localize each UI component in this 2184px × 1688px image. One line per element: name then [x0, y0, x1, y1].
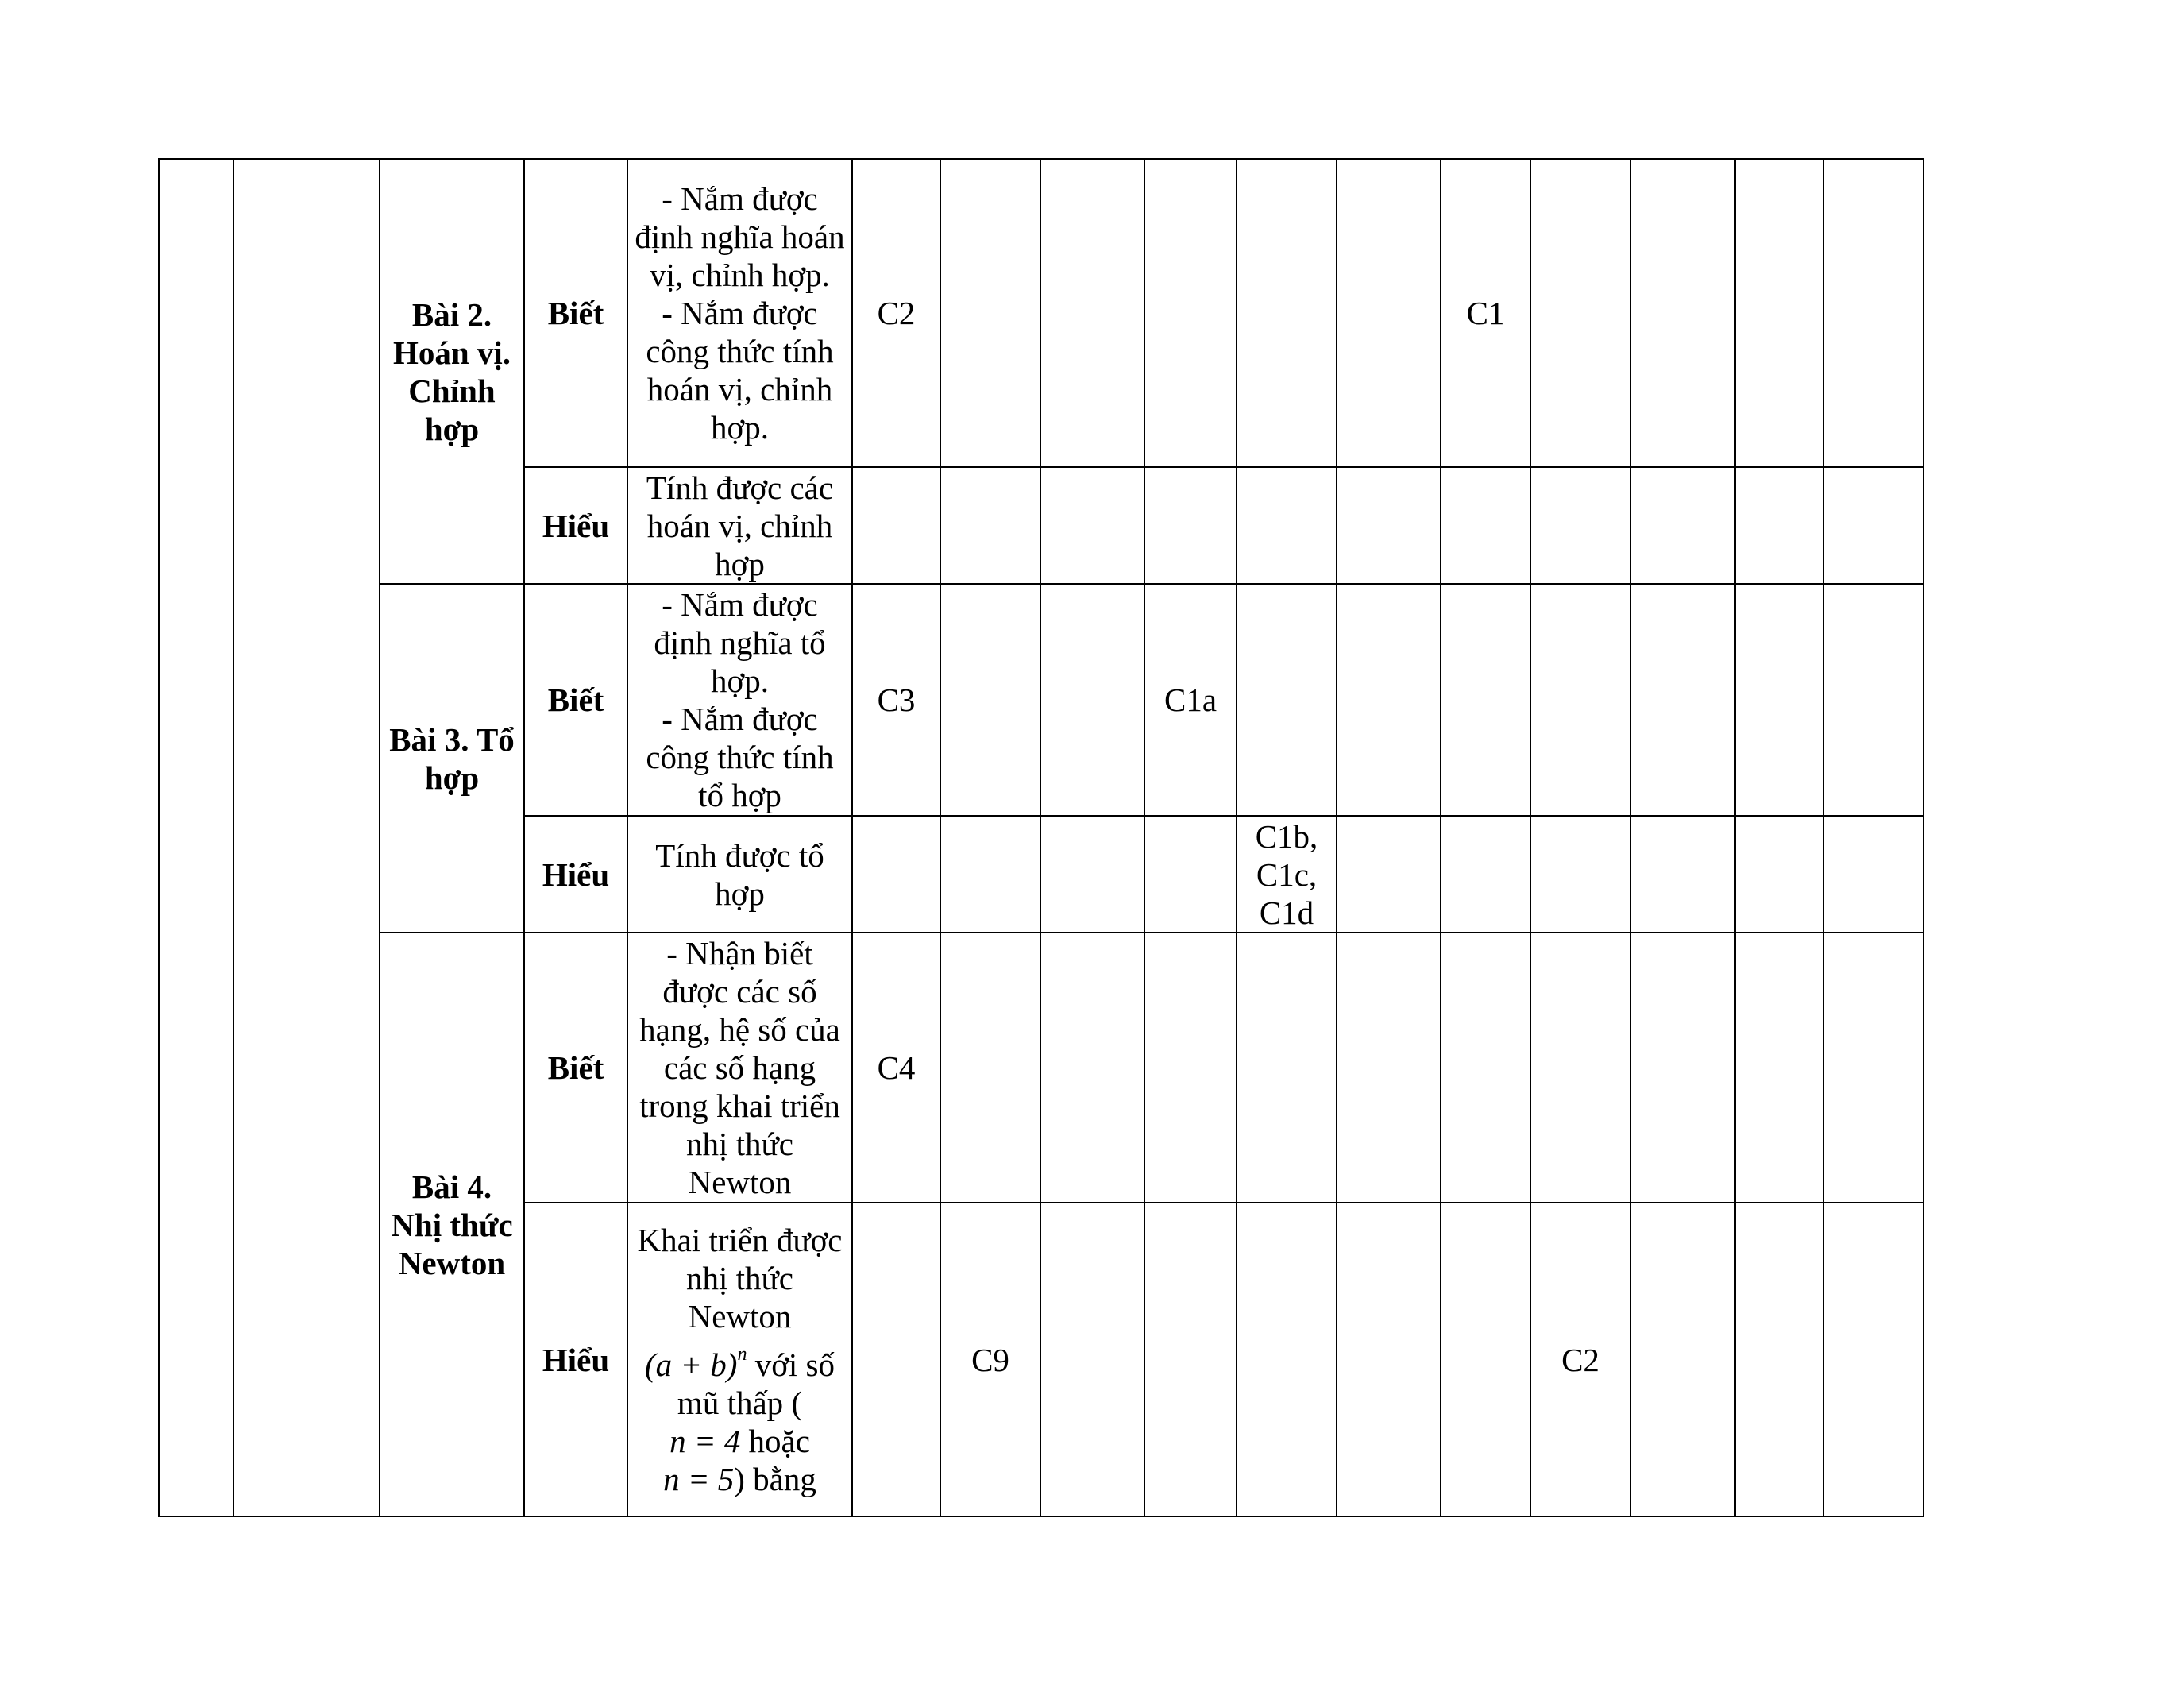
knowledge-matrix-table — [158, 158, 2029, 1517]
question-cell — [1144, 933, 1237, 1203]
table-row — [159, 159, 2028, 467]
question-cell — [1630, 584, 1735, 816]
formula-exponent: n — [737, 1344, 747, 1365]
question-cell — [1337, 1203, 1441, 1516]
cognitive-level: Biết — [524, 159, 627, 467]
description-line: - Nắm được công thức tính tổ hợp — [646, 701, 834, 813]
question-cell — [1823, 1203, 1924, 1516]
question-cell — [1441, 467, 1530, 584]
description-line: - Nắm được định nghĩa hoán vị, chỉnh hợp. — [635, 180, 845, 293]
description-line: - Nắm được công thức tính hoán vị, chỉnh hợp. — [646, 295, 834, 446]
question-cell — [940, 584, 1040, 816]
table-row — [159, 933, 2028, 1203]
question-cell — [1237, 159, 1337, 467]
question-cell: C4 — [852, 933, 940, 1203]
question-cell — [940, 159, 1040, 467]
question-cell — [1530, 584, 1630, 816]
cognitive-level: Hiểu — [524, 1203, 627, 1516]
question-cell — [1530, 467, 1630, 584]
binomial-formula — [645, 1346, 747, 1383]
cognitive-level: Biết — [524, 933, 627, 1203]
question-cell: C9 — [940, 1203, 1040, 1516]
question-cell — [1735, 584, 1823, 816]
question-cell — [1823, 584, 1924, 816]
question-cell — [1441, 816, 1530, 933]
question-cell — [852, 1203, 940, 1516]
question-cell — [1735, 159, 1823, 467]
question-cell — [1630, 1203, 1735, 1516]
description-intro: Khai triển được nhị thức Newton — [637, 1222, 843, 1335]
question-cell — [1040, 159, 1144, 467]
requirement-description — [627, 584, 852, 816]
question-cell — [1441, 933, 1530, 1203]
question-cell — [1144, 816, 1237, 933]
question-cell — [1823, 467, 1924, 584]
lesson-title: Bài 3. Tổ hợp — [380, 584, 524, 933]
cognitive-level: Hiểu — [524, 467, 627, 584]
formula-case-1: n = 4 — [669, 1423, 741, 1459]
requirement-description — [627, 1203, 852, 1516]
question-cell — [1040, 816, 1144, 933]
question-cell — [1735, 467, 1823, 584]
topic-cell — [233, 159, 380, 1516]
question-cell — [1735, 1203, 1823, 1516]
question-cell — [1735, 816, 1823, 933]
question-cell: C1b, C1c, C1d — [1237, 816, 1337, 933]
question-cell — [852, 816, 940, 933]
question-cell — [1630, 159, 1735, 467]
question-cell — [1530, 159, 1630, 467]
question-cell: C3 — [852, 584, 940, 816]
requirement-description — [627, 467, 852, 584]
question-cell: C2 — [852, 159, 940, 467]
question-cell — [1337, 584, 1441, 816]
question-cell — [1237, 584, 1337, 816]
requirement-description — [627, 159, 852, 467]
question-cell — [1337, 816, 1441, 933]
question-cell — [1441, 584, 1530, 816]
question-cell — [1237, 467, 1337, 584]
cognitive-level: Hiểu — [524, 816, 627, 933]
lesson-title: Bài 2. Hoán vị. Chỉnh hợp — [380, 159, 524, 584]
question-cell — [1040, 933, 1144, 1203]
formula-case-2: n = 5 — [663, 1461, 735, 1497]
requirement-description — [627, 933, 852, 1203]
question-cell — [1823, 816, 1924, 933]
question-cell: C2 — [1530, 1203, 1630, 1516]
question-cell — [1630, 467, 1735, 584]
formula-base: (a + b) — [644, 1346, 738, 1383]
question-cell — [852, 467, 940, 584]
question-cell — [1630, 933, 1735, 1203]
question-cell: C1 — [1441, 159, 1530, 467]
question-cell — [1040, 1203, 1144, 1516]
chapter-cell — [159, 159, 233, 1516]
description-line: Tính được các hoán vị, chỉnh hợp — [646, 469, 834, 582]
question-cell: C1a — [1144, 584, 1237, 816]
description-text: ) bằng — [734, 1461, 816, 1497]
cognitive-level: Biết — [524, 584, 627, 816]
question-cell — [940, 467, 1040, 584]
description-line: - Nắm được định nghĩa tổ hợp. — [654, 586, 826, 699]
question-cell — [1144, 159, 1237, 467]
question-cell — [1040, 467, 1144, 584]
question-cell — [1441, 1203, 1530, 1516]
table-row — [159, 584, 2028, 816]
question-cell — [1530, 933, 1630, 1203]
requirement-description — [627, 816, 852, 933]
lesson-title: Bài 4. Nhị thức Newton — [380, 933, 524, 1516]
question-cell — [1823, 933, 1924, 1203]
description-text: hoặc — [740, 1423, 810, 1459]
description-line: Tính được tổ hợp — [655, 836, 824, 912]
description-text: với số mũ thấp ( — [677, 1346, 835, 1421]
question-cell — [1144, 1203, 1237, 1516]
question-cell — [1337, 933, 1441, 1203]
question-cell — [1823, 159, 1924, 467]
question-cell — [1337, 467, 1441, 584]
question-cell — [1237, 1203, 1337, 1516]
description-line: - Nhận biết được các số hạng, hệ số của các số hạng trong khai triển nhị thức Newton — [639, 935, 840, 1200]
question-cell — [1735, 933, 1823, 1203]
question-cell — [1237, 933, 1337, 1203]
question-cell — [940, 933, 1040, 1203]
question-cell — [1144, 467, 1237, 584]
question-cell — [940, 816, 1040, 933]
question-cell — [1337, 159, 1441, 467]
question-cell — [1530, 816, 1630, 933]
question-cell — [1040, 584, 1144, 816]
question-cell — [1630, 816, 1735, 933]
